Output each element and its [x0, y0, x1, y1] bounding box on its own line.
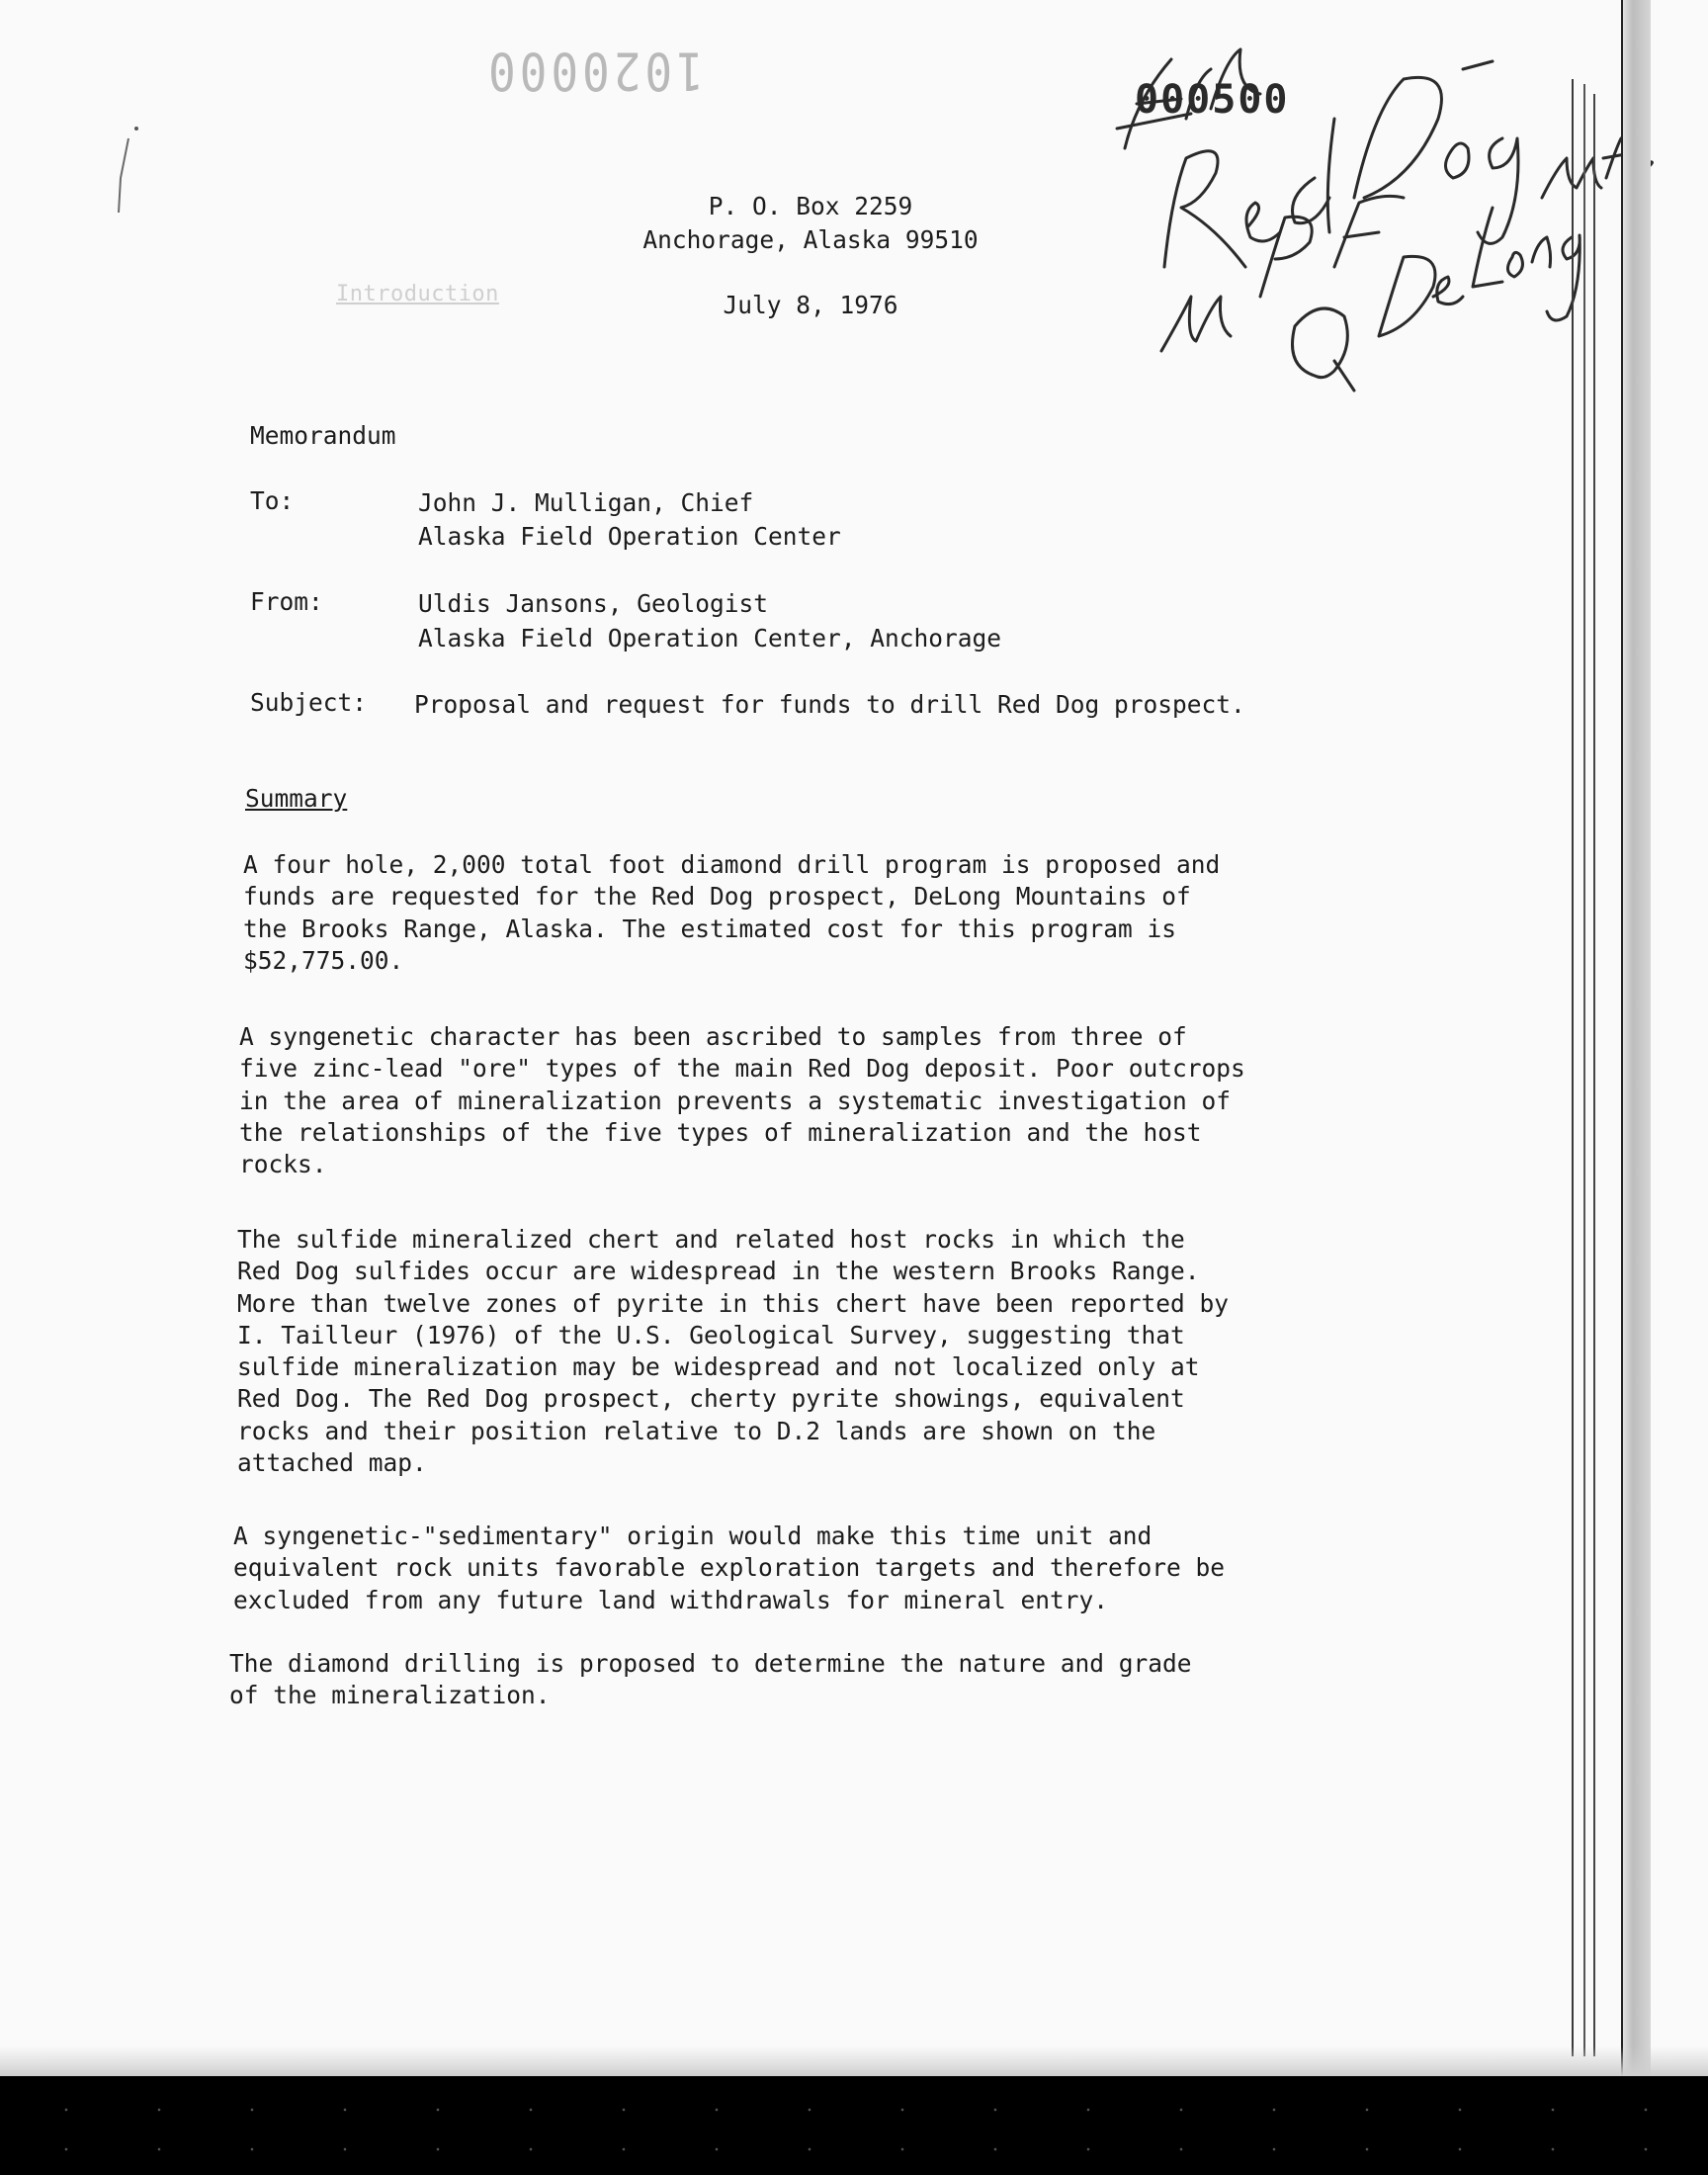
page-edge-line [1593, 94, 1595, 2056]
to-office: Alaska Field Operation Center [418, 522, 841, 551]
subject-text: Proposal and request for funds to drill Red Dog prospect. [414, 690, 1245, 719]
document-number-stamp: 000500 [1135, 77, 1290, 123]
memorandum-label: Memorandum [250, 421, 396, 450]
summary-heading: Summary [245, 784, 348, 813]
summary-paragraph-4: A syngenetic-"sedimentary" origin would make this time unit and equivalent rock units favorable exploration targets and therefore be excluded from any future land withdrawals for mineral entry. [233, 1522, 1226, 1614]
from-label: From: [250, 587, 323, 616]
subject-label: Subject: [250, 688, 368, 717]
page-edge-shadow [1621, 0, 1651, 2076]
bottom-shade [0, 2046, 1708, 2076]
address-line-1: P. O. Box 2259 [708, 192, 913, 220]
page-edge-line [1621, 0, 1623, 2076]
from-office: Alaska Field Operation Center, Anchorage [418, 624, 1002, 652]
to-name: John J. Mulligan, Chief [418, 488, 754, 517]
summary-paragraph-1: A four hole, 2,000 total foot diamond drill program is proposed and funds are requested for the Red Dog prospect, DeLong Mountains of the Brooks Range, Alaska. The estimated cost for this program is $52,775.00. [243, 850, 1221, 975]
memo-date: July 8, 1976 [723, 291, 898, 319]
address-line-2: Anchorage, Alaska 99510 [642, 225, 979, 254]
summary-paragraph-2: A syngenetic character has been ascribed to samples from three of five zinc-lead "ore" types of the main Red Dog deposit. Poor outcrops in the area of mineralization prevents a systematic investigation of the relationships of the five types of mineralization and the host rocks. [239, 1022, 1245, 1179]
page-edge-line [1583, 84, 1585, 2056]
summary-paragraph-5: The diamond drilling is proposed to determine the nature and grade of the mineralization. [229, 1649, 1192, 1710]
page-edge-line [1572, 79, 1574, 2056]
bleed-through-heading: Introduction [335, 282, 499, 306]
summary-paragraph-3: The sulfide mineralized chert and related host rocks in which the Red Dog sulfides occur are widespread in the western Brooks Range. More than twelve zones of pyrite in this chert have been reported by I. Tailleur (1976) of the U.S. Geological Survey, suggesting that sulfide mineralization may be widespread and not localized only at Red Dog. The Red Dog prospect, cherty pyrite showings, equivalent rocks and their position relative to D.2 lands are shown on the attached map. [237, 1225, 1230, 1478]
to-label: To: [250, 486, 295, 515]
from-name: Uldis Jansons, Geologist [418, 589, 769, 618]
scanner-bed-dots [0, 2084, 1708, 2163]
faded-stamp-number: 1020000 [484, 40, 704, 103]
